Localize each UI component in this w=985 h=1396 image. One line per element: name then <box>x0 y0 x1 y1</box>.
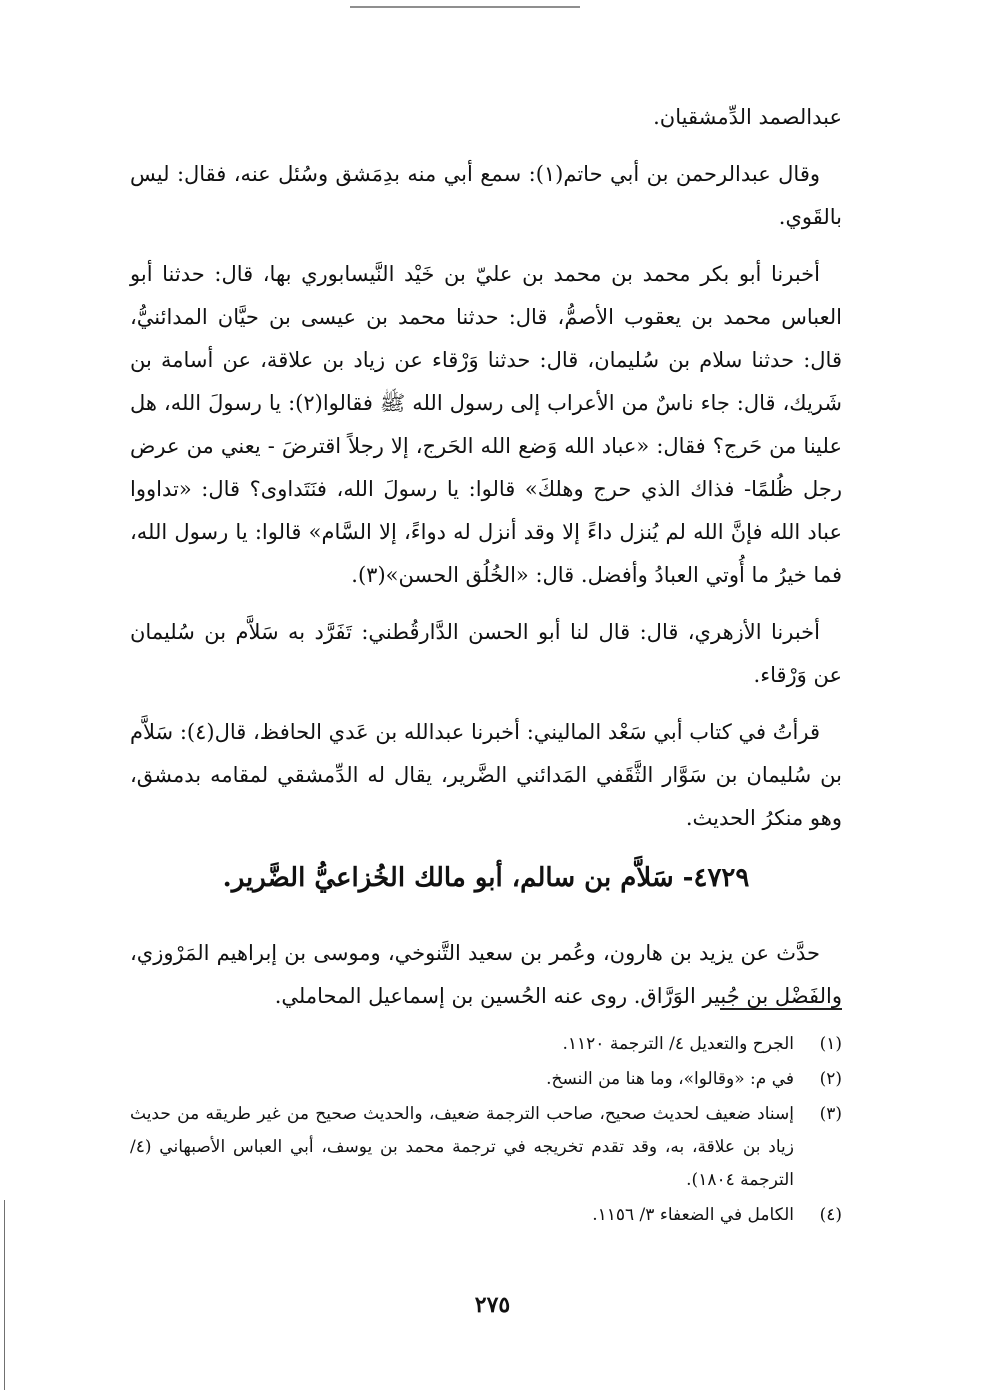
page-number: ٢٧٥ <box>474 1292 511 1318</box>
paragraph-entry-body: حدَّث عن يزيد بن هارون، وعُمر بن سعيد التَّنوخي، وموسى بن إبراهيم المَرْوزي، والفَضْل بن جُبير الوَرَّاق. روى عنه الحُسين بن إسماعيل المحاملي. <box>130 941 842 1008</box>
paragraph-ibn-abi-hatim: وقال عبدالرحمن بن أبي حاتم(١): سمع أبي منه بدِمَشق وسُئل عنه، فقال: ليس بالقَوي. <box>130 162 842 229</box>
footnote-number: (١) <box>819 1034 842 1054</box>
footnote-number: (٢) <box>819 1069 842 1089</box>
footnote-number: (٣) <box>819 1104 842 1124</box>
footnote-text: في م: «وقالوا»، وما هنا من النسخ. <box>546 1069 794 1089</box>
main-text <box>130 96 842 1032</box>
footnote-3 <box>130 1098 842 1197</box>
paragraph-ibn-adi: قرأتُ في كتاب أبي سَعْد الماليني: أخبرنا عبدالله بن عَدي الحافظ، قال(٤): سَلاَّم بن سُليمان بن سَوَّار الثَّقَفي المَدائني الضَّرير، يقال له الدِّمشقي لمقامه بدمشق، وهو منكرُ الحديث. <box>130 720 842 830</box>
paragraph-continuation: عبدالصمد الدِّمشقيان. <box>653 105 842 129</box>
footnote-text: الجرح والتعديل ٤/ الترجمة ١١٢٠. <box>562 1034 794 1054</box>
footnote-text: الكامل في الضعفاء ٣/ ١١٥٦. <box>592 1205 794 1225</box>
paragraph-hadith: أخبرنا أبو بكر محمد بن محمد بن عليّ بن خَيْد النَّيسابوري بها، قال: حدثنا أبو العباس محمد بن يعقوب الأصمُّ، قال: حدثنا محمد بن عيسى بن حيَّان المدائنيُّ، قال: حدثنا سلام بن سُليمان، قال: حدثنا وَرْقاء عن زياد بن علاقة، عن أسامة بن شَريك، قال: جاء ناسٌ من الأعراب إلى رسول الله ﷺ فقالوا(٢): يا رسولَ الله، هل علينا من حَرج؟ فقال: «عباد الله وَضع الله الحَرج، إلا رجلاً اقترضَ - يعني من عرض رجل ظُلمًا- فذاك الذي حرج وهلكَ» قالوا: يا رسولَ الله، فنَتَداوى؟ قال: «تداووا عباد الله فإنَّ الله لم يُنزل داءً إلا وقد أنزل له دواءً، إلا السَّام» قالوا: يا رسول الله، فما خيرُ ما أُوتي العبادُ وأفضل. قال: «الخُلُق الحسن»(٣). <box>130 262 842 587</box>
top-scan-rule <box>350 6 580 8</box>
footnote-1 <box>130 1028 842 1061</box>
footnote-4 <box>130 1199 842 1232</box>
footnotes <box>130 1028 842 1234</box>
footnote-number: (٤) <box>819 1205 842 1225</box>
paragraph-daraqutni: أخبرنا الأزهري، قال: قال لنا أبو الحسن الدَّارقُطني: تَفَرَّد به سَلاَّم بن سُليمان عن وَرْقاء. <box>130 620 842 687</box>
footnote-separator <box>720 1008 842 1010</box>
footnote-2 <box>130 1063 842 1096</box>
entry-heading: ٤٧٢٩- سَلاَّم بن سالم، أبو مالك الخُزاعيُّ الضَّرير. <box>222 863 750 893</box>
footnote-text: إسناد ضعيف لحديث صحيح، صاحب الترجمة ضعيف، والحديث صحيح من غير طريقه من حديث زياد بن علاقة، به، وقد تقدم تخريجه في ترجمة محمد بن يوسف، أبي العباس الأصبهاني (٤/ الترجمة ١٨٠٤). <box>130 1104 794 1190</box>
